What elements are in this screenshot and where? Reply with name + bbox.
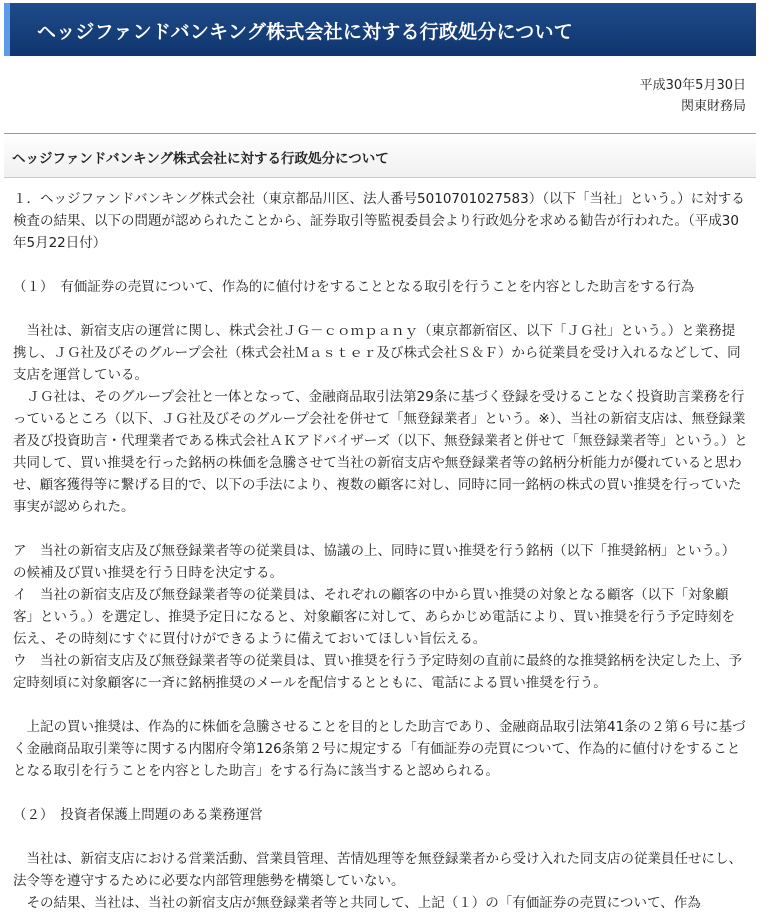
- paragraph-result: その結果、当社は、当社の新宿支店が無登録業者等と共同して、上記（１）の「有価証券の売買について、作為: [13, 895, 701, 911]
- method-item-i: イ 当社の新宿支店及び無登録業者等の従業員は、それぞれの顧客の中から買い推奨の対象となる顧客（以下「対象顧客」という。）を選定し、推奨予定日になると、対象顧客に対して、あらかじめ電話により、買い推奨を行う予定時刻を伝え、その時刻にすぐに買付けができるように備えておいてほしい旨伝える。: [13, 587, 735, 647]
- page-title: ヘッジファンドバンキング株式会社に対する行政処分について: [37, 21, 573, 43]
- issuing-office: 関東財務局: [680, 99, 746, 114]
- announcement-date: 平成30年5月30日: [639, 78, 746, 93]
- date-block: [640, 75, 746, 117]
- section-header: [4, 133, 756, 178]
- paragraph-legal-finding: 上記の買い推奨は、作為的に株価を急騰させることを目的とした助言であり、金融商品取引法第41条の２第６号に基づく金融商品取引業等に関する内閣府令第126条第２号に規定する「有価証券の売買について、作為的に値付けをすることとなる取引を行うことを内容とした助言」をする行為に該当すると認められる。: [13, 719, 746, 779]
- method-item-u: ウ 当社の新宿支店及び無登録業者等の従業員は、買い推奨を行う予定時刻の直前に最終的な推奨銘柄を決定した上、予定時刻頃に対象顧客に一斉に銘柄推奨のメールを配信するとともに、電話による買い推奨を行う。: [13, 653, 742, 691]
- page-header-bar: [4, 3, 756, 56]
- paragraph-internal-control: 当社は、新宿支店における営業活動、営業員管理、苦情処理等を無登録業者から受け入れた同支店の従業員任せにし、法令等を遵守するために必要な内部管理態勢を構築していない。: [13, 851, 742, 889]
- article-body: [13, 188, 748, 914]
- section-title: ヘッジファンドバンキング株式会社に対する行政処分について: [12, 151, 389, 167]
- paragraph-business-tie-up: 当社は、新宿支店の運営に関し、株式会社ＪＧ－ｃｏｍｐａｎｙ（東京都新宿区、以下「ＪＧ社」という。）と業務提携し、ＪＧ社及びそのグループ会社（株式会社Ｍａｓｔｅｒ及び株式会社Ｓ＆Ｆ）から従業員を受け入れるなどして、同支店を運営している。: [13, 323, 741, 383]
- method-item-a: ア 当社の新宿支店及び無登録業者等の従業員は、協議の上、同時に買い推奨を行う銘柄（以下「推奨銘柄」という。）の候補及び買い推奨を行う日時を決定する。: [13, 543, 736, 581]
- paragraph-unregistered-business: ＪＧ社は、そのグループ会社と一体となって、金融商品取引法第29条に基づく登録を受けることなく投資助言業務を行っているところ（以下、ＪＧ社及びそのグループ会社を併せて「無登録業者」という。※）、当社の新宿支店は、無登録業者及び投資助言・代理業者である株式会社ＡＫアドバイザーズ（以下、無登録業者と併せて「無登録業者等」という。）と共同して、買い推奨を行った銘柄の株価を急騰させて当社の新宿支店や無登録業者等の銘柄分析能力が優れていると思わせ、顧客獲得等に繋げる目的で、以下の手法により、複数の顧客に対し、同時に同一銘柄の株式の買い推奨を行っていた事実が認められた。: [13, 389, 748, 515]
- subheading-2: （２） 投資者保護上問題のある業務運営: [13, 807, 263, 823]
- paragraph-item-1: １．ヘッジファンドバンキング株式会社（東京都品川区、法人番号5010701027583）（以下「当社」という。）に対する検査の結果、以下の問題が認められたことから、証券取引等監視委員会より行政処分を求める勧告が行われた。（平成30年5月22日付）: [13, 191, 745, 251]
- subheading-1: （１） 有価証券の売買について、作為的に値付けをすることとなる取引を行うことを内容とした助言をする行為: [13, 279, 695, 295]
